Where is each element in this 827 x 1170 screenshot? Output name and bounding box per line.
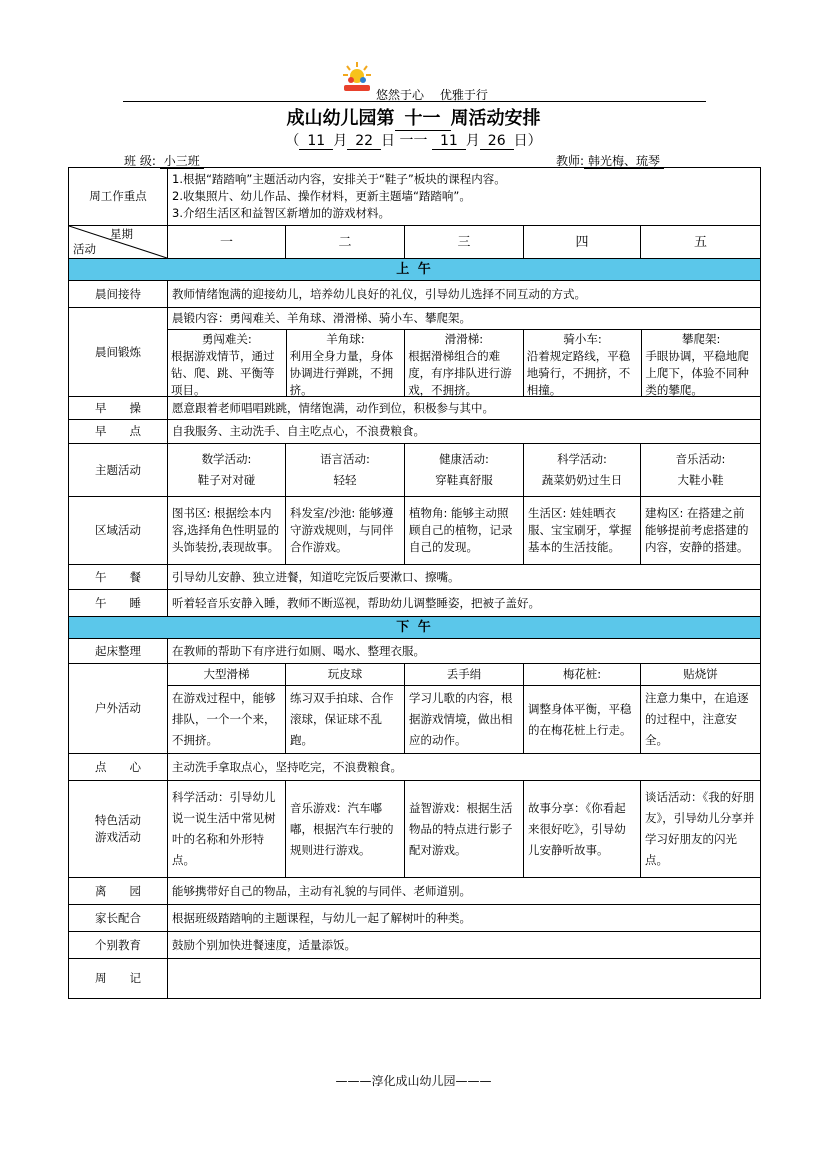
date-open: （ — [285, 133, 300, 149]
morning-gym-label: 早 操 — [69, 397, 168, 420]
exercise-item — [641, 330, 760, 396]
kindergarten-logo — [340, 60, 374, 94]
outdoor-text: 学习儿歌的内容，根据游戏情境，做出相应的动作。 — [405, 686, 524, 754]
nap-content: 听着轻音乐安静入睡，教师不断巡视，帮助幼儿调整睡姿，把被子盖好。 — [168, 590, 761, 617]
nap-row — [69, 590, 761, 617]
morning-gym-content: 愿意跟着老师唱唱跳跳，情绪饱满，动作到位，积极参与其中。 — [168, 397, 761, 420]
outdoor-title: 梅花桩: — [524, 664, 641, 686]
area-row — [69, 497, 761, 565]
outdoor-title: 丢手绢 — [405, 664, 524, 686]
afternoon-banner: 下 午 — [69, 617, 761, 639]
exercise-item — [523, 330, 642, 396]
theme-type: 数学活动: — [201, 452, 252, 466]
lunch-row — [69, 565, 761, 590]
outdoor-text: 调整身体平衡，平稳的在梅花桩上行走。 — [524, 686, 641, 754]
start-day: 22 — [347, 133, 381, 150]
outdoor-title: 大型滑梯 — [168, 664, 286, 686]
exercise-item-title: 骑小车: — [563, 332, 602, 346]
special-label — [69, 781, 168, 878]
special-cell: 音乐游戏：汽车嘟嘟，根据汽车行驶的规则进行游戏。 — [286, 781, 405, 878]
corner-cell — [69, 226, 168, 259]
weekly-focus-item: 1.根据“踏踏响”主题活动内容，安排关于“鞋子”板块的课程内容。 — [172, 172, 506, 186]
outdoor-text-row — [69, 686, 761, 754]
exercise-item — [286, 330, 405, 396]
wakeup-row — [69, 639, 761, 664]
morning-reception-row — [69, 281, 761, 308]
weekly-focus-content — [168, 168, 761, 226]
theme-cell — [524, 444, 641, 497]
weekly-focus-item: 2.收集照片、幼儿作品、操作材料，更新主题墙“踏踏响”。 — [172, 189, 471, 203]
morning-exercise-content — [168, 308, 761, 397]
weekly-note-label: 周 记 — [69, 959, 168, 999]
special-cell: 科学活动：引导幼儿说一说生活中常见树叶的名称和外形特点。 — [168, 781, 286, 878]
theme-cell — [286, 444, 405, 497]
theme-cell — [641, 444, 761, 497]
theme-name: 鞋子对对碰 — [197, 473, 256, 487]
parent-row — [69, 905, 761, 932]
area-cell: 建构区: 在搭建之前能够提前考虑搭建的内容，安静的搭建。 — [641, 497, 761, 565]
special-label-line: 游戏活动 — [95, 830, 141, 844]
exercise-item-title: 羊角球: — [326, 332, 365, 346]
day-thursday: 四 — [524, 226, 641, 259]
snack-row — [69, 754, 761, 781]
lunch-label: 午 餐 — [69, 565, 168, 590]
weekly-note-content — [168, 959, 761, 999]
exercise-item — [168, 330, 286, 396]
parent-content: 根据班级踏踏响的主题课程，与幼儿一起了解树叶的种类。 — [168, 905, 761, 932]
corner-activity: 活动 — [73, 242, 96, 256]
special-cell: 故事分享：《你看起来很好吃》，引导幼儿安静听故事。 — [524, 781, 641, 878]
theme-name: 蔬菜奶奶过生日 — [541, 473, 623, 487]
special-label-line: 特色活动 — [95, 813, 141, 827]
date-range — [0, 130, 827, 150]
exercise-item-text: 手眼协调，平稳地爬上爬下，体验不同种类的攀爬。 — [645, 349, 749, 397]
morning-reception-content: 教师情绪饱满的迎接幼儿，培养幼儿良好的礼仪，引导幼儿选择不同互动的方式。 — [168, 281, 761, 308]
special-cell: 谈话活动：《我的好朋友》，引导幼儿分享并学习好朋友的闪光点。 — [641, 781, 761, 878]
breakfast-label: 早 点 — [69, 420, 168, 444]
morning-exercise-row — [69, 308, 761, 397]
individual-row — [69, 932, 761, 959]
leave-label: 离 园 — [69, 878, 168, 905]
week-number: 十一 — [395, 104, 451, 131]
breakfast-row — [69, 420, 761, 444]
exercise-item-text: 根据滑梯组合的难度，有序排队进行游戏，不拥挤。 — [408, 349, 512, 397]
exercise-item-text: 利用全身力量，身体协调进行弹跳，不拥挤。 — [289, 349, 394, 397]
day-wednesday: 三 — [405, 226, 524, 259]
motto: 悠然于心 优雅于行 — [376, 88, 488, 102]
theme-name: 轻轻 — [333, 473, 357, 487]
exercise-item-text: 根据游戏情节，通过钻、爬、跳、平衡等项目。 — [171, 349, 275, 397]
snack-label: 点 心 — [69, 754, 168, 781]
theme-type: 健康活动: — [439, 452, 489, 466]
end-month: 11 — [432, 133, 466, 150]
theme-name: 穿鞋真舒服 — [435, 473, 493, 487]
day-tuesday: 二 — [286, 226, 405, 259]
teacher-value: 韩光梅、琉琴 — [584, 154, 664, 169]
nap-label: 午 睡 — [69, 590, 168, 617]
theme-type: 科学活动: — [557, 452, 607, 466]
outdoor-text: 练习双手拍球、合作滚球，保证球不乱跑。 — [286, 686, 405, 754]
teacher-label: 教师: — [556, 154, 585, 168]
day-friday: 五 — [641, 226, 761, 259]
outdoor-title: 玩皮球 — [286, 664, 405, 686]
theme-label: 主题活动 — [69, 444, 168, 497]
outdoor-text: 在游戏过程中，能够排队，一个一个来，不拥挤。 — [168, 686, 286, 754]
morning-exercise-summary: 晨锻内容：勇闯难关、羊角球、滑滑梯、骑小车、攀爬架。 — [168, 308, 760, 330]
date-close: 日） — [513, 133, 542, 149]
title-prefix: 成山幼儿园第 — [286, 108, 395, 129]
exercise-item-title: 滑滑梯: — [444, 332, 484, 346]
snack-content: 主动洗手拿取点心，坚持吃完，不浪费粮食。 — [168, 754, 761, 781]
area-label: 区域活动 — [69, 497, 168, 565]
weekly-note-row — [69, 959, 761, 999]
leave-row — [69, 878, 761, 905]
theme-row — [69, 444, 761, 497]
morning-reception-label: 晨间接待 — [69, 281, 168, 308]
header-rule — [123, 101, 706, 102]
exercise-item — [404, 330, 523, 396]
morning-gym-row — [69, 397, 761, 420]
theme-cell — [405, 444, 524, 497]
exercise-item-title: 攀爬架: — [681, 332, 721, 346]
wakeup-content: 在教师的帮助下有序进行如厕、喝水、整理衣服。 — [168, 639, 761, 664]
weekly-focus-item: 3.介绍生活区和益智区新增加的游戏材料。 — [172, 206, 390, 220]
lunch-content: 引导幼儿安静、独立进餐，知道吃完饭后要漱口、擦嘴。 — [168, 565, 761, 590]
day-monday: 一 — [168, 226, 286, 259]
morning-banner: 上 午 — [69, 259, 761, 281]
title-suffix: 周活动安排 — [450, 108, 541, 129]
day-separator: 日 一一 — [381, 133, 428, 149]
area-cell: 图书区: 根据绘本内容,选择角色性明显的头饰装扮,表现故事。 — [168, 497, 286, 565]
month-char-2: 月 — [465, 133, 480, 149]
leave-content: 能够携带好自己的物品，主动有礼貌的与同伴、老师道别。 — [168, 878, 761, 905]
class-label: 班 级: — [124, 154, 156, 168]
area-cell: 植物角: 能够主动照顾自己的植物，记录自己的发现。 — [405, 497, 524, 565]
parent-label: 家长配合 — [69, 905, 168, 932]
schedule-table — [68, 167, 761, 999]
end-day: 26 — [480, 133, 514, 150]
theme-type: 语言活动: — [320, 452, 370, 466]
weekly-focus-row — [69, 168, 761, 226]
individual-label: 个别教育 — [69, 932, 168, 959]
area-cell: 生活区: 娃娃晒衣服、宝宝刷牙，掌握基本的生活技能。 — [524, 497, 641, 565]
breakfast-content: 自我服务、主动洗手、自主吃点心，不浪费粮食。 — [168, 420, 761, 444]
theme-cell — [168, 444, 286, 497]
morning-exercise-items — [168, 330, 760, 396]
special-row — [69, 781, 761, 878]
exercise-item-text: 沿着规定路线，平稳地骑行，不拥挤，不相撞。 — [526, 349, 631, 397]
outdoor-title: 贴烧饼 — [641, 664, 761, 686]
outdoor-text: 注意力集中，在追逐的过程中，注意安全。 — [641, 686, 761, 754]
month-char: 月 — [333, 133, 348, 149]
area-cell: 科发室/沙池: 能够遵守游戏规则，与同伴合作游戏。 — [286, 497, 405, 565]
special-cell: 益智游戏：根据生活物品的特点进行影子配对游戏。 — [405, 781, 524, 878]
footer: ———淳化成山幼儿园——— — [335, 1074, 492, 1088]
start-month: 11 — [299, 133, 333, 150]
exercise-item-title: 勇闯难关: — [201, 332, 252, 346]
outdoor-label: 户外活动 — [69, 664, 168, 754]
theme-type: 音乐活动: — [675, 452, 726, 466]
outdoor-title-row — [69, 664, 761, 686]
page-title — [0, 104, 827, 131]
theme-name: 大鞋小鞋 — [677, 473, 724, 487]
morning-exercise-label: 晨间锻炼 — [69, 308, 168, 397]
individual-content: 鼓励个别加快进餐速度，适量添饭。 — [168, 932, 761, 959]
class-value: 小三班 — [160, 154, 204, 169]
day-header-row — [69, 226, 761, 259]
corner-week: 星期 — [110, 227, 133, 241]
wakeup-label: 起床整理 — [69, 639, 168, 664]
weekly-focus-label: 周工作重点 — [69, 168, 168, 226]
